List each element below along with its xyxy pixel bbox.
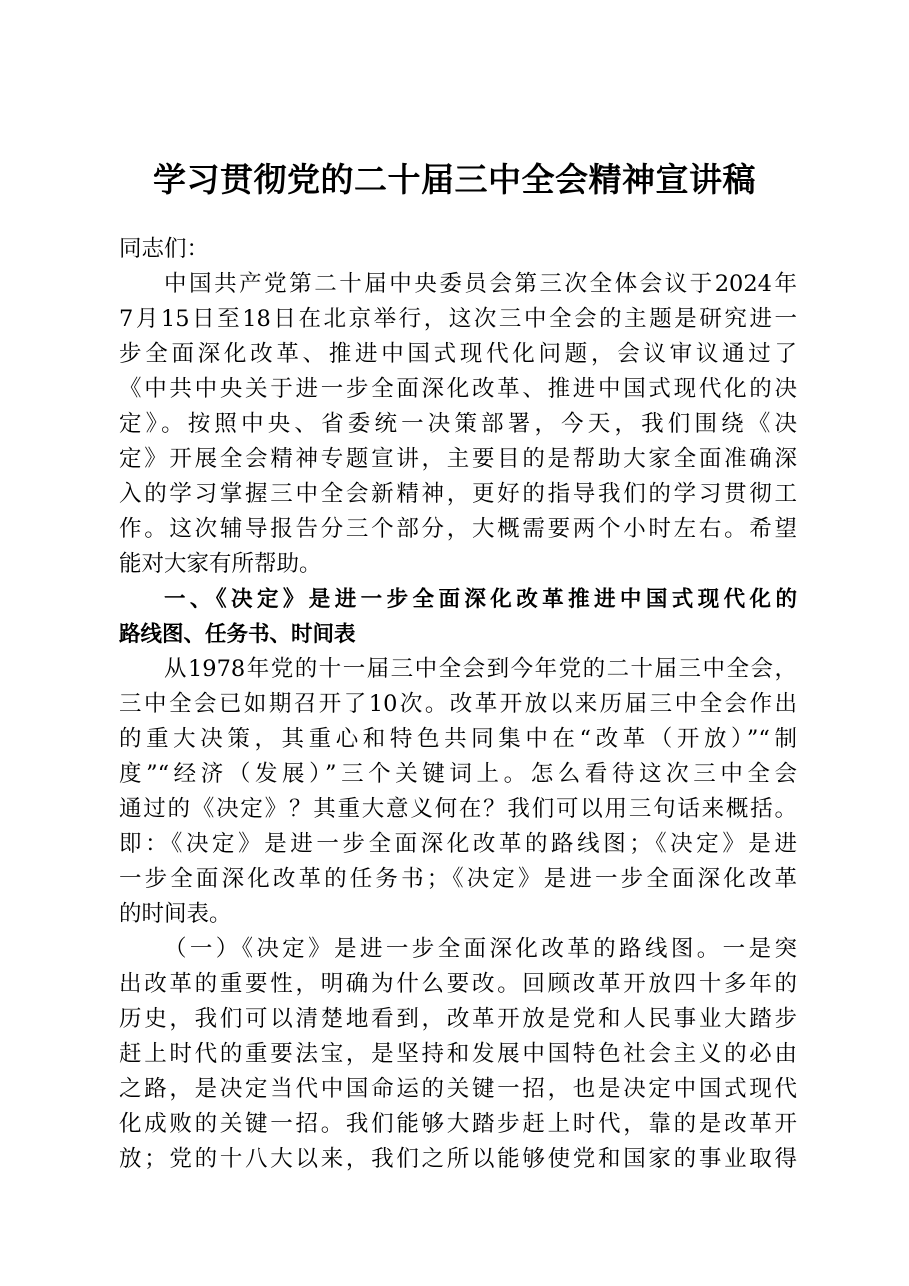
- body-line: 定》开展全会精神专题宣讲，主要目的是帮助大家全面准确深: [119, 446, 797, 472]
- body-line: 《中共中央关于进一步全面深化改革、推进中国式现代化的决: [119, 376, 797, 402]
- section-heading-line: 一、《决定》是进一步全面深化改革推进中国式现代化的: [164, 587, 797, 612]
- body-line: 从1978年党的十一届三中全会到今年党的二十届三中全会，: [164, 656, 797, 682]
- body-line: 放；党的十八大以来，我们之所以能够使党和国家的事业取得: [119, 1146, 797, 1172]
- body-line: 度”“经济（发展）”三个关键词上。怎么看待这次三中全会: [119, 761, 797, 787]
- body-line: 通过的《决定》？其重大意义何在？我们可以用三句话来概括。: [119, 796, 797, 822]
- body-line: 的时间表。: [119, 901, 232, 927]
- body-line: 化成败的关键一招。我们能够大踏步赶上时代，靠的是改革开: [119, 1111, 797, 1137]
- body-line: 一步全面深化改革的任务书；《决定》是进一步全面深化改革: [119, 866, 797, 892]
- document-title: 学习贯彻党的二十届三中全会精神宣讲稿: [153, 160, 756, 199]
- body-line: （一）《决定》是进一步全面深化改革的路线图。一是突: [164, 936, 797, 962]
- section-heading-line: 路线图、任务书、时间表: [119, 622, 356, 647]
- body-line: 出改革的重要性，明确为什么要改。回顾改革开放四十多年的: [119, 971, 797, 997]
- body-line: 能对大家有所帮助。: [119, 551, 322, 577]
- body-line: 赶上时代的重要法宝，是坚持和发展中国特色社会主义的必由: [119, 1041, 797, 1067]
- body-line: 三中全会已如期召开了10次。改革开放以来历届三中全会作出: [119, 691, 797, 717]
- body-line: 之路，是决定当代中国命运的关键一招，也是决定中国式现代: [119, 1076, 797, 1102]
- body-line: 作。这次辅导报告分三个部分，大概需要两个小时左右。希望: [119, 516, 797, 542]
- body-line: 即：《决定》是进一步全面深化改革的路线图；《决定》是进: [119, 831, 797, 857]
- salutation-line: 同志们：: [119, 236, 210, 262]
- body-line: 7月15日至18日在北京举行，这次三中全会的主题是研究进一: [119, 306, 797, 332]
- body-line: 的重大决策，其重心和特色共同集中在“改革（开放）”“制: [119, 726, 797, 752]
- document-body: [119, 232, 797, 1177]
- body-line: 入的学习掌握三中全会新精神，更好的指导我们的学习贯彻工: [119, 481, 797, 507]
- body-line: 步全面深化改革、推进中国式现代化问题，会议审议通过了: [119, 341, 797, 367]
- body-line: 中国共产党第二十届中央委员会第三次全体会议于2024年: [164, 271, 797, 297]
- body-line: 历史，我们可以清楚地看到，改革开放是党和人民事业大踏步: [119, 1006, 797, 1032]
- body-line: 定》。按照中央、省委统一决策部署，今天，我们围绕《决: [119, 411, 797, 437]
